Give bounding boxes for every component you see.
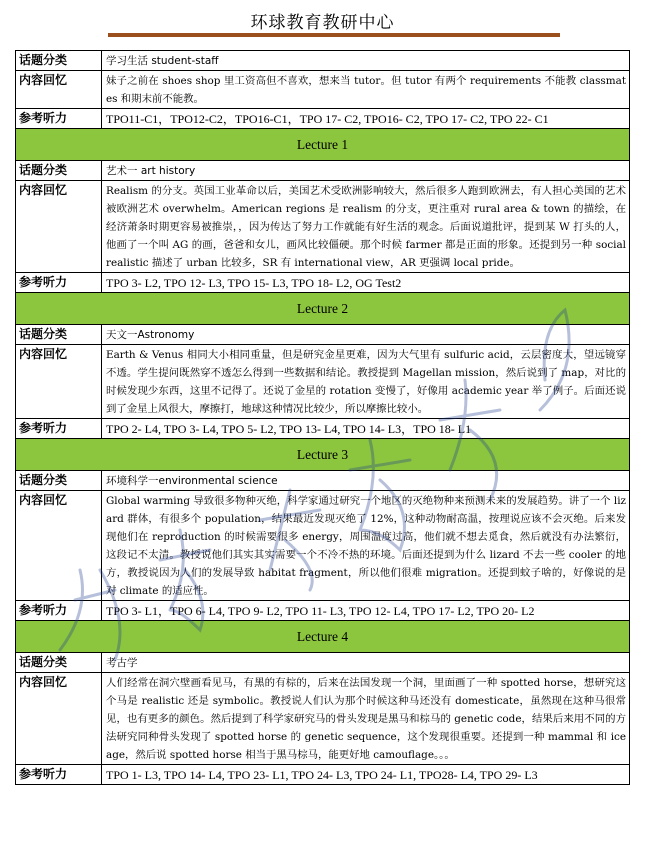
conversation-refs: TPO11-C1，TPO12-C2，TPO16-C1，TPO 17- C2, TPO16- C2, TPO 17- C2, TPO 22- C1 xyxy=(106,112,549,126)
lecture-4-heading: Lecture 4 xyxy=(16,621,629,653)
topic-label: 话题分类 xyxy=(16,325,102,344)
lecture-2-recall-row xyxy=(16,345,629,419)
lecture-2-recall: Earth & Venus 相同大小相同重量，但是研究金星更难，因为大气里有 sulfuric acid，云层密度大，望远镜穿不透。学生提问既然穿不透怎么得到一些数据和结论。教授提到 Magellan mission，然后说到了 map，对比的时候发现少东西，这里不记得了。还说了金星的 rotation 变慢了，好像用 academic year 举了例子。后面还说到了金星上风很大，摩擦打，地球这种情况比较少，所以摩擦比较小。 xyxy=(106,349,626,415)
refs-label: 参考听力 xyxy=(16,765,102,784)
lecture-2-heading: Lecture 2 xyxy=(16,293,629,325)
lecture-1-topic: 艺术一 art history xyxy=(106,165,196,177)
lecture-1-topic-row xyxy=(16,161,629,181)
conversation-topic-row xyxy=(16,51,629,71)
lecture-4-refs: TPO 1- L3, TPO 14- L4, TPO 23- L1, TPO 24- L3, TPO 24- L1, TPO28- L4, TPO 29- L3 xyxy=(106,768,538,782)
lecture-1-refs-row xyxy=(16,273,629,293)
topic-label: 话题分类 xyxy=(16,471,102,490)
lecture-2-refs-row xyxy=(16,419,629,439)
listening-recall-table xyxy=(15,50,630,785)
refs-label: 参考听力 xyxy=(16,109,102,128)
topic-label: 话题分类 xyxy=(16,161,102,180)
refs-label: 参考听力 xyxy=(16,273,102,292)
lecture-1-heading: Lecture 1 xyxy=(16,129,629,161)
topic-label: 话题分类 xyxy=(16,653,102,672)
lecture-4-topic-row xyxy=(16,653,629,673)
lecture-3-topic: 环境科学一environmental science xyxy=(106,475,278,487)
page-title: 环球教育教研中心 xyxy=(250,13,395,33)
lecture-3-refs-row xyxy=(16,601,629,621)
header-rule xyxy=(108,33,560,37)
recall-label: 内容回忆 xyxy=(16,71,102,108)
lecture-4-recall: 人们经常在洞穴壁画看见马，有黑的有棕的，后来在法国发现一个洞，里面画了一种 spotted horse，想研究这个马是 realistic 还是 symbolic。教授说人们认为那个时候这种马还没有 domesticate，虽然现在这种马很常见，也有更多的颜色。然后提到了科学家研究马的骨头发现是黑马和棕马的 genetic code，结果后来用不同的方法研究同种骨头发现了 spotted horse 的 genetic sequence，这个发现很重要。还提到一种 mammal 和 ice age，然后说 spotted horse 相当于黑马棕马，能更好地 camouflage。。。 xyxy=(106,677,626,761)
recall-label: 内容回忆 xyxy=(16,673,102,764)
recall-label: 内容回忆 xyxy=(16,345,102,418)
conversation-topic: 学习生活 student-staff xyxy=(106,55,219,67)
lecture-4-refs-row xyxy=(16,765,629,784)
page-header xyxy=(0,0,645,42)
conversation-refs-row xyxy=(16,109,629,129)
lecture-3-refs: TPO 3- L1，TPO 6- L4, TPO 9- L2, TPO 11- L3, TPO 12- L4, TPO 17- L2, TPO 20- L2 xyxy=(106,604,535,618)
conversation-recall-row xyxy=(16,71,629,109)
lecture-3-recall-row xyxy=(16,491,629,601)
refs-label: 参考听力 xyxy=(16,601,102,620)
lecture-3-recall: Global warming 导致很多物种灭绝，科学家通过研究一个地区的灭绝物种来预测未来的发展趋势。讲了一个 lizard 群体，有很多个 population，结果最近发现灭绝了 12%，这种动物耐高温，按理说应该不会灭绝。后来发现他们在 reproduction 的时候需要很多 energy，周围温度过高，他们就不想去觅食，然后就没有办法繁衍，这段记不太清。教授说他们其实其实需要一个不冷不热的环境。后面还提到为什么 lizard 不去一些 cooler 的地方，教授说因为人们的发展导致 habitat fragment，所以他们很难 migration。还提到蚊子啥的，好像说的是对 climate 的适应性。 xyxy=(106,495,626,597)
lecture-1-refs: TPO 3- L2, TPO 12- L3, TPO 15- L3, TPO 18- L2, OG Test2 xyxy=(106,276,402,290)
lecture-1-recall: Realism 的分支。英国工业革命以后，美国艺术受欧洲影响较大，然后很多人跑到欧洲去，有人担心美国的艺术被欧洲艺术 overwhelm。American regions 是 realism 的分支，更注重对 rural area & town 的描绘，在经济萧条时期更容易被推崇，，因为传达了努力工作就能有好生活的观念。后面说道批评，提到某 W 打头的人，他画了一个叫 AG 的画，爸爸和女儿，画风比较僵硬。那个时候 farmer 都是正面的形象。还提到另一种 social realistic 描述了 urban 比较多，SR 有 international view，AR 更强调 local pride。 xyxy=(106,185,626,269)
topic-label: 话题分类 xyxy=(16,51,102,70)
recall-label: 内容回忆 xyxy=(16,491,102,600)
lecture-2-refs: TPO 2- L4, TPO 3- L4, TPO 5- L2, TPO 13- L4, TPO 14- L3，TPO 18- L1 xyxy=(106,422,472,436)
refs-label: 参考听力 xyxy=(16,419,102,438)
lecture-2-topic-row xyxy=(16,325,629,345)
lecture-4-topic: 考古学 xyxy=(106,657,138,669)
recall-label: 内容回忆 xyxy=(16,181,102,272)
lecture-3-heading: Lecture 3 xyxy=(16,439,629,471)
lecture-1-recall-row xyxy=(16,181,629,273)
lecture-4-recall-row xyxy=(16,673,629,765)
lecture-3-topic-row xyxy=(16,471,629,491)
lecture-2-topic: 天文一Astronomy xyxy=(106,329,195,341)
conversation-recall: 妹子之前在 shoes shop 里工资高但不喜欢，想来当 tutor。但 tutor 有两个 requirements 不能教 classmates 和期末前不能教。 xyxy=(106,75,626,105)
